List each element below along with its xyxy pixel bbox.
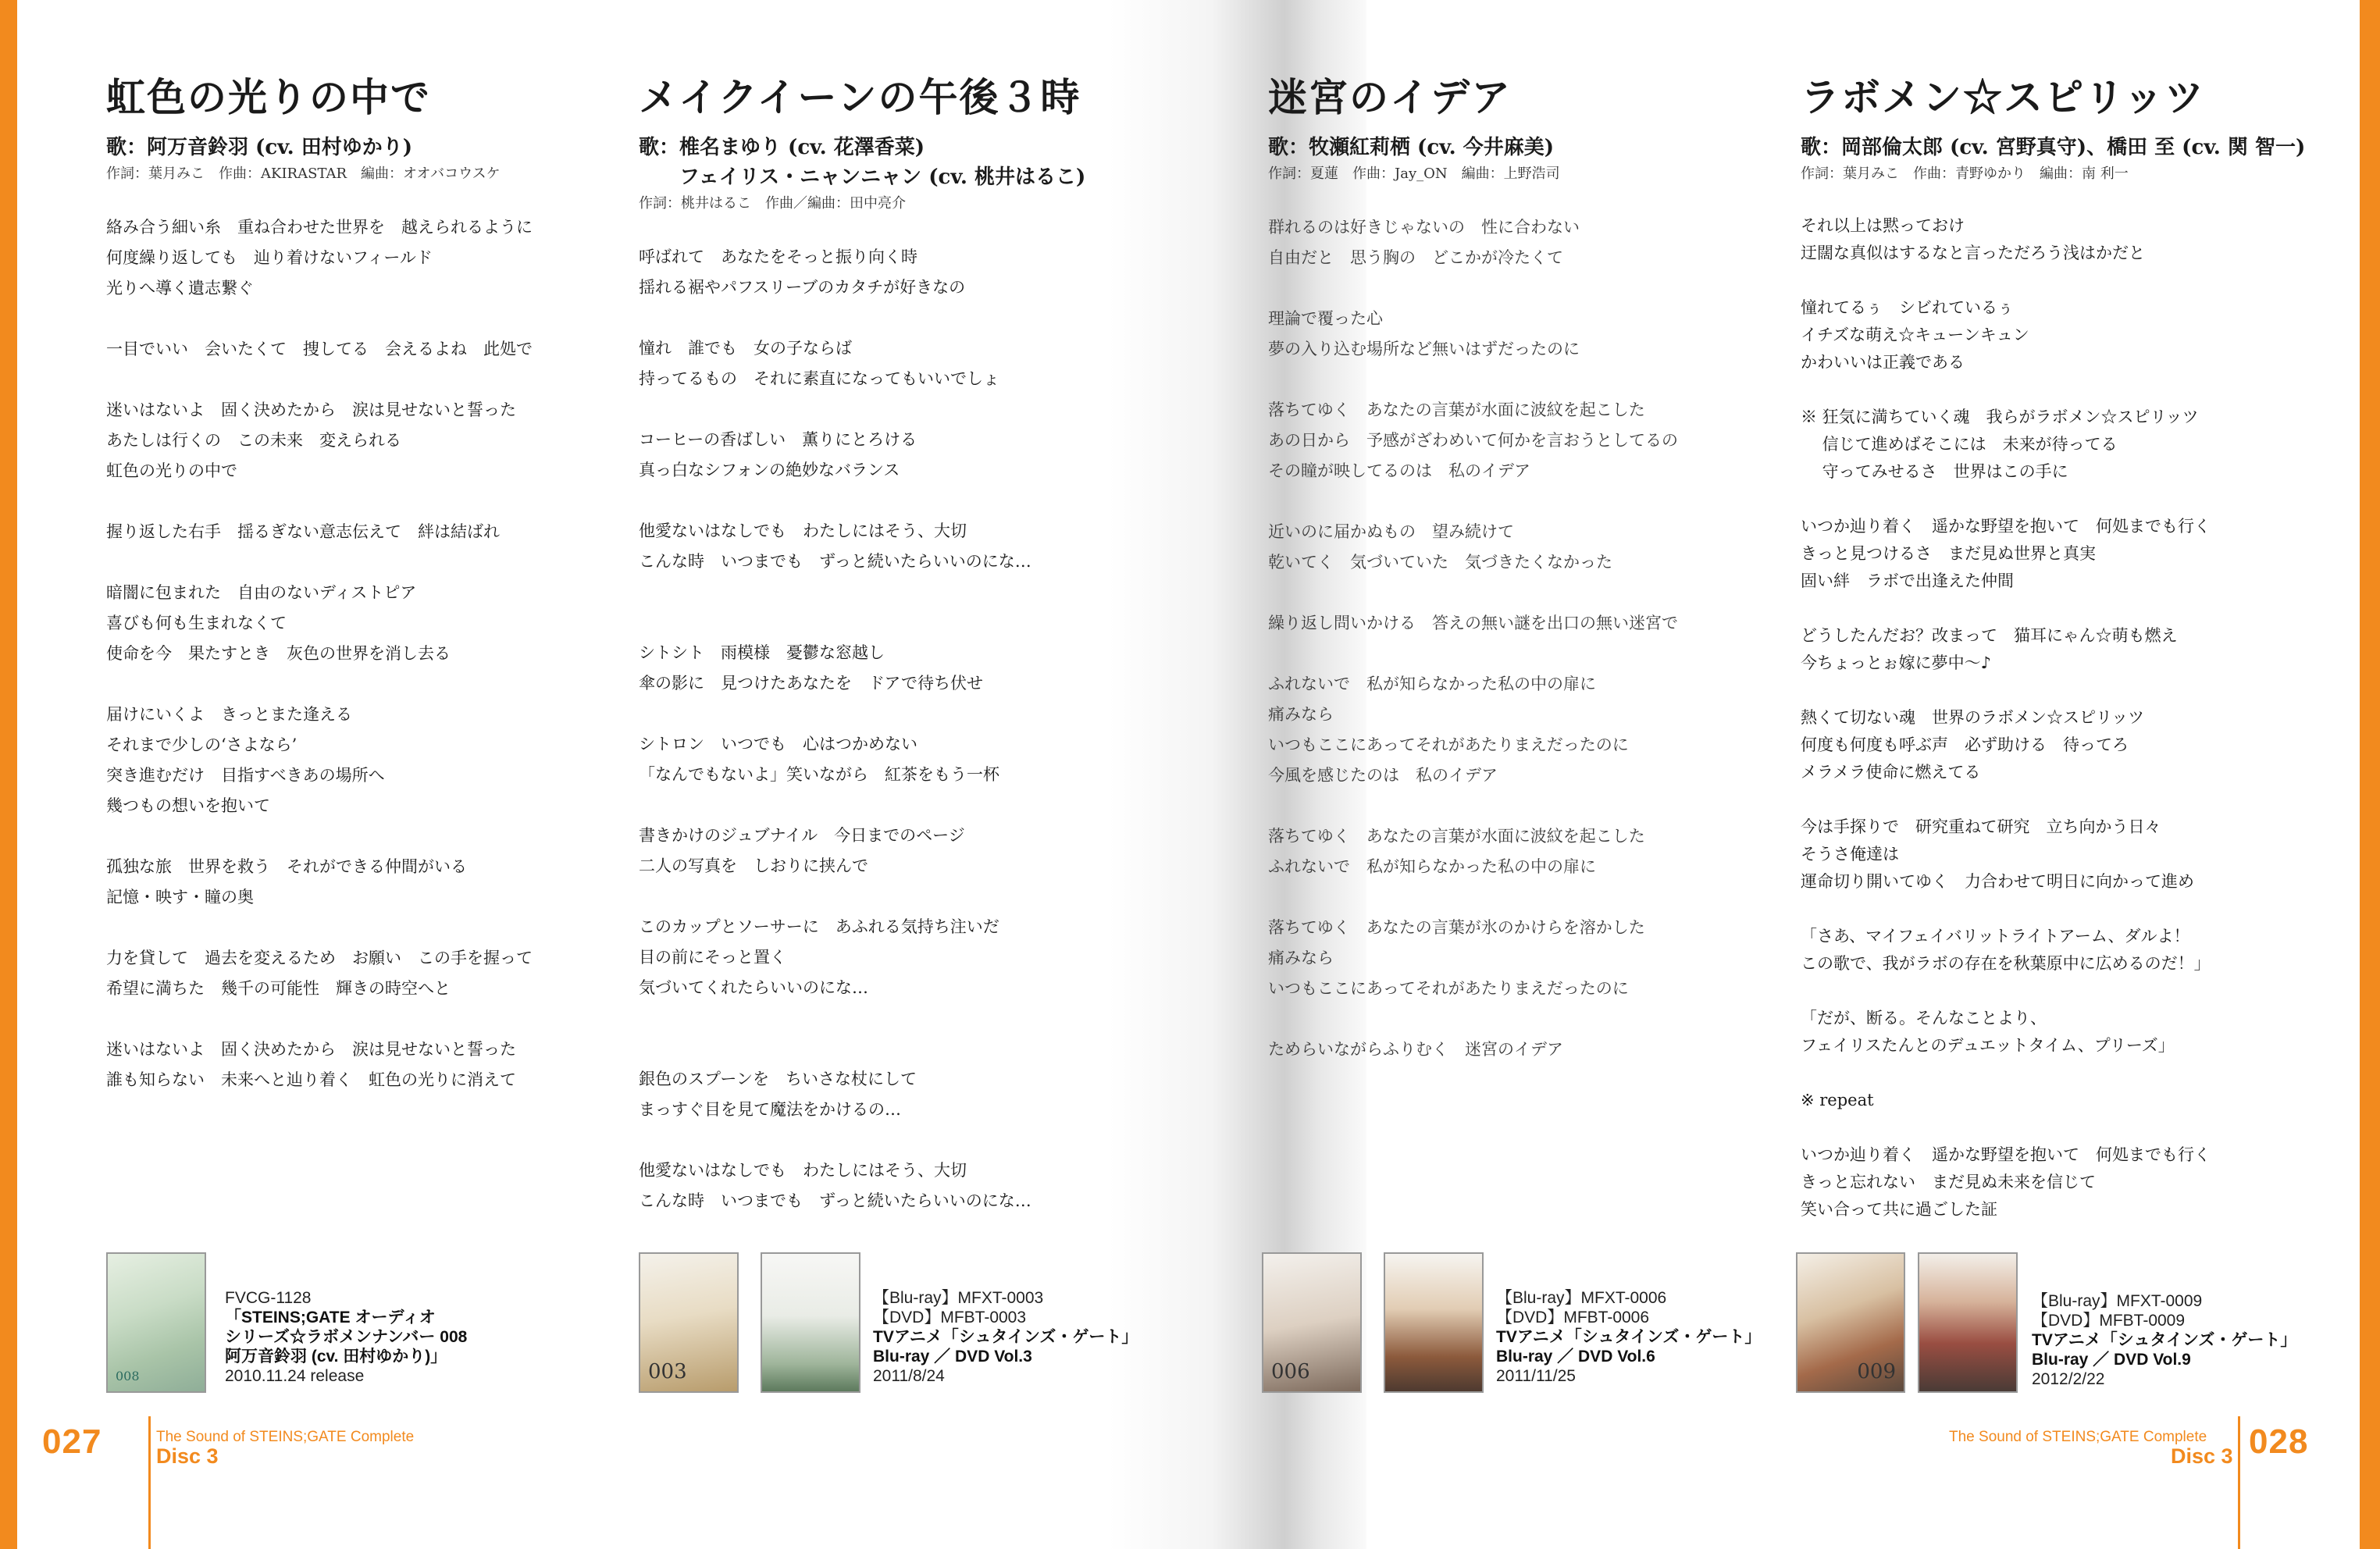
lyric-gap [1801, 1114, 2332, 1141]
lyric-line: 「なんでもないよ」笑いながら 紅茶をもう一杯 [639, 765, 999, 784]
lyric-gap [1268, 639, 1768, 669]
footer-disc-left: Disc 3 [156, 1444, 219, 1468]
lyric-line: ※ 狂気に満ちていく魂 我らがラボメン☆スピリッツ [1801, 408, 2199, 426]
lyric-line: 固い絆 ラボで出逢えた仲間 [1801, 572, 2014, 590]
release-date: 2011/8/24 [873, 1367, 945, 1385]
lyric-line: 近いのに届かぬもの 望み続けて [1268, 522, 1514, 541]
lyric-line: 誰も知らない 未来へと辿り着く 虹色の光りに消えて [106, 1070, 516, 1089]
release-title: 「STEINS;GATE オーディオ [225, 1309, 436, 1326]
lyric-gap [106, 547, 606, 578]
dvd-cover-image [761, 1252, 860, 1393]
lyric-gap [639, 1003, 1138, 1034]
lyric-line: 記憶・映す・瞳の奥 [106, 888, 254, 906]
lyric-line: 笑い合って共に過ごした証 [1801, 1200, 1997, 1219]
singer-line: フェイリス・ニャンニャン (cv. 桃井はるこ) [679, 166, 1086, 189]
lyric-line: 突き進むだけ 目指すべきあの場所へ [106, 766, 385, 785]
lyric-gap [1801, 677, 2332, 704]
cover-number: 003 [648, 1360, 687, 1383]
lyric-gap [1268, 791, 1768, 821]
release-date: 2011/11/25 [1496, 1367, 1576, 1385]
lyric-line: 憧れてるぅ シビれているぅ [1801, 298, 2014, 317]
dvd-cover-image [1384, 1252, 1484, 1393]
lyric-gap [639, 1034, 1138, 1064]
footer-subtitle-left: The Sound of STEINS;GATE Complete [156, 1429, 415, 1445]
lyric-line: 熱くて切ない魂 世界のラボメン☆スピリッツ [1801, 708, 2145, 727]
release-info-1 [106, 1252, 512, 1401]
lyric-line: 使命を今 果たすとき 灰色の世界を消し去る [106, 644, 451, 663]
lyric-gap [639, 607, 1138, 638]
song-column-3 [1268, 70, 1768, 1065]
lyric-line: 届けにいくよ きっとまた逢える [106, 705, 352, 724]
bluray-catalog: 【Blu-ray】MFXT-0006 [1496, 1289, 1667, 1307]
lyric-line: きっと忘れない まだ見ぬ未来を信じて [1801, 1173, 2096, 1191]
lyric-line: シトロン いつでも 心はつかめない [639, 735, 917, 753]
lyric-line: こんな時 いつまでも ずっと続いたらいいのにな… [639, 1191, 1031, 1210]
lyric-line: 真っ白なシフォンの絶妙なバランス [639, 461, 900, 479]
lyric-line: 自由だと 思う胸の どこかが冷たくて [1268, 248, 1563, 267]
singer-line: 歌：岡部倫太郎 (cv. 宮野真守)、橋田 至 (cv. 関 智一) [1801, 136, 2306, 159]
lyric-line: 書きかけのジュブナイル 今日までのページ [639, 826, 965, 845]
lyric-gap [106, 913, 606, 943]
release-text [873, 1288, 1138, 1386]
lyric-gap [106, 669, 606, 700]
singer-line: 歌：椎名まゆり (cv. 花澤香菜) [639, 136, 925, 159]
lyric-line: 群れるのは好きじゃないの 性に合わない [1268, 218, 1580, 237]
lyric-gap [106, 1004, 606, 1034]
release-text [225, 1288, 467, 1386]
release-title: TVアニメ「シュタインズ・ゲート」 [2032, 1331, 2297, 1349]
lyric-line: いつか辿り着く 遥かな野望を抱いて 何処までも行く [1801, 1145, 2211, 1164]
right-edge-band [2360, 0, 2380, 1549]
lyric-line: ※ repeat [1801, 1091, 1874, 1109]
lyric-gap [639, 699, 1138, 729]
lyric-gap [1801, 977, 2332, 1005]
lyric-gap [1801, 376, 2332, 404]
lyric-gap [106, 486, 606, 517]
lyric-gap [1268, 486, 1768, 517]
lyric-line: どうしたんだお？改まって 猫耳にゃん☆萌も燃え [1801, 626, 2178, 645]
release-info-3 [1262, 1252, 1762, 1401]
lyric-gap [1801, 1059, 2332, 1087]
credits-line: 作詞：葉月みこ 作曲：AKIRASTAR 編曲：オオバコウスケ [106, 166, 501, 182]
song-title: 虹色の光りの中で [106, 74, 431, 120]
footer-disc-right: Disc 3 [2171, 1444, 2233, 1468]
cover-number: 008 [116, 1369, 140, 1383]
singer-line: 歌：牧瀬紅莉栖 (cv. 今井麻美) [1268, 136, 1555, 159]
lyric-line: 迷いはないよ 固く決めたから 涙は見せないと誓った [106, 401, 516, 419]
lyric-line: 「さあ、マイフェイバリットライトアーム、ダルよ！ [1801, 927, 2190, 945]
lyric-gap [639, 394, 1138, 425]
lyric-line: 持ってるもの それに素直になってもいいでしょ [639, 369, 999, 388]
lyric-line: 運命切り開いてゆく 力合わせて明日に向かって進め [1801, 872, 2194, 891]
lyric-line: それまで少しの‘さよなら’ [106, 735, 298, 754]
credits-line: 作詞：葉月みこ 作曲：青野ゆかり 編曲：南 利一 [1801, 166, 2129, 182]
song-column-1 [106, 70, 606, 1095]
lyric-gap [106, 821, 606, 852]
lyric-line: 夢の入り込む場所など無いはずだったのに [1268, 340, 1580, 358]
lyric-line: 何度繰り返しても 辿り着けないフィールド [106, 248, 433, 267]
page-number-left: 027 [42, 1423, 102, 1461]
release-artist: 阿万音鈴羽 (cv. 田村ゆかり)」 [225, 1348, 447, 1366]
lyric-line: このカップとソーサーに あふれる気持ち注いだ [639, 917, 999, 936]
lyric-line: 呼ばれて あなたをそっと振り向く時 [639, 247, 917, 266]
footer-rule-right [2238, 1416, 2240, 1549]
song-title: ラボメン☆スピリッツ [1801, 74, 2205, 120]
release-date: 2012/2/22 [2032, 1370, 2105, 1388]
release-info-4 [1796, 1252, 2296, 1401]
lyric-line: 迷いはないよ 固く決めたから 涙は見せないと誓った [106, 1040, 516, 1059]
lyric-gap [1801, 267, 2332, 294]
footer-rule-left [148, 1416, 151, 1549]
lyric-gap [1268, 882, 1768, 913]
lyric-gap [639, 577, 1138, 607]
lyric-line: 絡み合う細い糸 重ね合わせた世界を 越えられるように [106, 218, 533, 237]
lyric-line: 今風を感じたのは 私のイデア [1268, 766, 1498, 785]
lyric-gap [1268, 273, 1768, 304]
credits-line: 作詞：桃井はるこ 作曲／編曲：田中亮介 [639, 195, 906, 212]
lyric-line: 孤独な旅 世界を救う それができる仲間がいる [106, 857, 467, 876]
lyric-line: 一目でいい 会いたくて 捜してる 会えるよね 此処で [106, 340, 533, 358]
lyric-line: 虹色の光りの中で [106, 461, 237, 480]
lyric-line: シトシト 雨模様 憂鬱な窓越し [639, 643, 885, 662]
lyric-line: いつもここにあってそれがあたりまえだったのに [1268, 979, 1629, 998]
lyrics-block [1268, 212, 1768, 1065]
lyric-line: 力を貸して 過去を変えるため お願い この手を握って [106, 949, 533, 967]
dvd-cover-image [1918, 1252, 2018, 1393]
lyric-line: 気づいてくれたらいいのにな… [639, 978, 868, 997]
lyric-gap [1268, 578, 1768, 608]
left-edge-band [0, 0, 17, 1549]
lyric-gap [1801, 786, 2332, 814]
catalog-number: FVCG-1128 [225, 1289, 312, 1307]
lyric-line: ためらいながらふりむく 迷宮のイデア [1268, 1040, 1563, 1059]
lyrics-block [1801, 212, 2332, 1223]
lyric-line: いつもここにあってそれがあたりまえだったのに [1268, 735, 1629, 754]
lyric-line: あたしは行くの この未来 変えられる [106, 431, 401, 450]
credits-line: 作詞：夏蓮 作曲：Jay_ON 編曲：上野浩司 [1268, 166, 1560, 182]
singer-line: 歌：阿万音鈴羽 (cv. 田村ゆかり) [106, 136, 413, 159]
lyric-gap [1801, 595, 2332, 622]
release-info-2 [639, 1252, 1138, 1401]
lyric-line: 落ちてゆく あなたの言葉が水面に波紋を起こした [1268, 827, 1645, 846]
lyric-line: 目の前にそっと置く [639, 948, 786, 967]
lyric-line: 迂闊な真似はするなと言っただろう浅はかだと [1801, 244, 2145, 262]
lyric-line: こんな時 いつまでも ずっと続いたらいいのにな… [639, 552, 1031, 571]
lyric-gap [639, 1125, 1138, 1156]
release-title: TVアニメ「シュタインズ・ゲート」 [1496, 1328, 1762, 1346]
release-volume: Blu-ray ／ DVD Vol.3 [873, 1348, 1032, 1366]
release-volume: Blu-ray ／ DVD Vol.9 [2032, 1351, 2191, 1369]
lyric-line: 何度も何度も呼ぶ声 必ず助ける 待ってろ [1801, 735, 2129, 754]
cover-number: 009 [1857, 1360, 1896, 1383]
lyric-line: メラメラ使命に燃えてる [1801, 763, 1981, 782]
lyric-line: 落ちてゆく あなたの言葉が水面に波紋を起こした [1268, 401, 1645, 419]
lyric-line: 握り返した右手 揺るぎない意志伝えて 絆は結ばれ [106, 522, 500, 541]
lyric-line: 他愛ないはなしでも わたしにはそう、大切 [639, 522, 967, 540]
lyric-line: いつか辿り着く 遥かな野望を抱いて 何処までも行く [1801, 517, 2211, 536]
lyric-gap [1801, 896, 2332, 923]
lyric-line: 二人の写真を しおりに挟んで [639, 856, 868, 875]
lyric-line: 落ちてゆく あなたの言葉が氷のかけらを溶かした [1268, 918, 1645, 937]
lyric-line: 銀色のスプーンを ちいさな杖にして [639, 1070, 917, 1088]
page-number-right: 028 [2249, 1423, 2309, 1461]
lyric-gap [1268, 1004, 1768, 1034]
lyric-line: 痛みなら [1268, 949, 1334, 967]
release-text [2032, 1291, 2296, 1389]
lyric-line: 暗闇に包まれた 自由のないディストピア [106, 583, 417, 602]
song-title: 迷宮のイデア [1268, 74, 1512, 120]
lyric-line: 「だが、断る。そんなことより、 [1801, 1009, 2047, 1027]
lyric-gap [1268, 365, 1768, 395]
lyric-line: フェイリスたんとのデュエットタイム、プリーズ」 [1801, 1036, 2175, 1055]
lyric-line: 守ってみせるさ 世界はこの手に [1801, 462, 2068, 481]
lyric-line: 憧れ 誰でも 女の子ならば [639, 339, 852, 358]
dvd-catalog: 【DVD】MFBT-0006 [1496, 1309, 1650, 1326]
lyric-line: その瞳が映してるのは 私のイデア [1268, 461, 1530, 480]
lyric-line: まっすぐ目を見て魔法をかけるの… [639, 1100, 901, 1119]
lyric-line: 今は手探りで 研究重ねて研究 立ち向かう日々 [1801, 817, 2161, 836]
cover-number: 006 [1271, 1360, 1310, 1383]
lyric-line: 繰り返し問いかける 答えの無い謎を出口の無い迷宮で [1268, 614, 1678, 632]
lyric-line: 乾いてく 気づいていた 気づきたくなかった [1268, 553, 1612, 572]
lyric-line: 理論で覆った心 [1268, 309, 1383, 328]
song-column-4 [1801, 70, 2332, 1223]
lyric-line: 他愛ないはなしでも わたしにはそう、大切 [639, 1161, 967, 1180]
bluray-cover-image [1796, 1252, 1905, 1393]
lyric-line: この歌で、我がラボの存在を秋葉原中に広めるのだ！」 [1801, 954, 2211, 973]
lyric-line: コーヒーの香ばしい 薫りにとろける [639, 430, 917, 449]
lyric-line: 喜びも何も生まれなくて [106, 614, 287, 632]
release-series: シリーズ☆ラボメンナンバー 008 [225, 1328, 468, 1346]
lyric-gap [639, 303, 1138, 333]
song-column-2 [639, 70, 1138, 1216]
lyric-line: ふれないで 私が知らなかった私の中の扉に [1268, 857, 1596, 876]
lyric-line: 今ちょっとぉ嫁に夢中～♪ [1801, 653, 1991, 672]
album-cover-image [106, 1252, 206, 1393]
lyric-gap [1801, 486, 2332, 513]
release-date: 2010.11.24 release [225, 1367, 365, 1385]
bluray-cover-image [639, 1252, 739, 1393]
release-title: TVアニメ「シュタインズ・ゲート」 [873, 1328, 1138, 1346]
lyric-gap [639, 790, 1138, 821]
lyric-line: 希望に満ちた 幾千の可能性 輝きの時空へと [106, 979, 451, 998]
lyric-gap [639, 486, 1138, 516]
lyric-line: あの日から 予感がざわめいて何かを言おうとしてるの [1268, 431, 1678, 450]
lyric-line: そうさ俺達は [1801, 845, 1899, 864]
dvd-catalog: 【DVD】MFBT-0003 [873, 1309, 1027, 1326]
lyric-gap [106, 365, 606, 395]
lyric-line: きっと見つけるさ まだ見ぬ世界と真実 [1801, 544, 2096, 563]
lyric-line: 揺れる裾やパフスリーブのカタチが好きなの [639, 278, 966, 297]
lyrics-block [639, 242, 1138, 1216]
release-text [1496, 1288, 1761, 1386]
lyric-gap [106, 304, 606, 334]
dvd-catalog: 【DVD】MFBT-0009 [2032, 1312, 2186, 1330]
song-title: メイクイーンの午後３時 [639, 74, 1081, 120]
lyric-line: イチズな萌え☆キューンキュン [1801, 326, 2029, 344]
lyric-line: それ以上は黙っておけ [1801, 216, 1965, 235]
bluray-catalog: 【Blu-ray】MFXT-0009 [2032, 1292, 2203, 1310]
lyric-line: 信じて進めばそこには 未来が待ってる [1801, 435, 2118, 454]
bluray-cover-image [1262, 1252, 1362, 1393]
lyric-line: 痛みなら [1268, 705, 1334, 724]
lyric-gap [639, 881, 1138, 912]
lyric-line: 光りへ導く遺志繋ぐ [106, 279, 254, 297]
lyrics-block [106, 212, 606, 1095]
release-volume: Blu-ray ／ DVD Vol.6 [1496, 1348, 1655, 1366]
footer-subtitle-right: The Sound of STEINS;GATE Complete [1949, 1429, 2207, 1445]
bluray-catalog: 【Blu-ray】MFXT-0003 [873, 1289, 1044, 1307]
lyric-line: 幾つもの想いを抱いて [106, 796, 270, 815]
lyric-line: 傘の影に 見つけたあなたを ドアで待ち伏せ [639, 674, 983, 693]
lyric-line: ふれないで 私が知らなかった私の中の扉に [1268, 675, 1596, 693]
lyric-line: かわいいは正義である [1801, 353, 1965, 372]
